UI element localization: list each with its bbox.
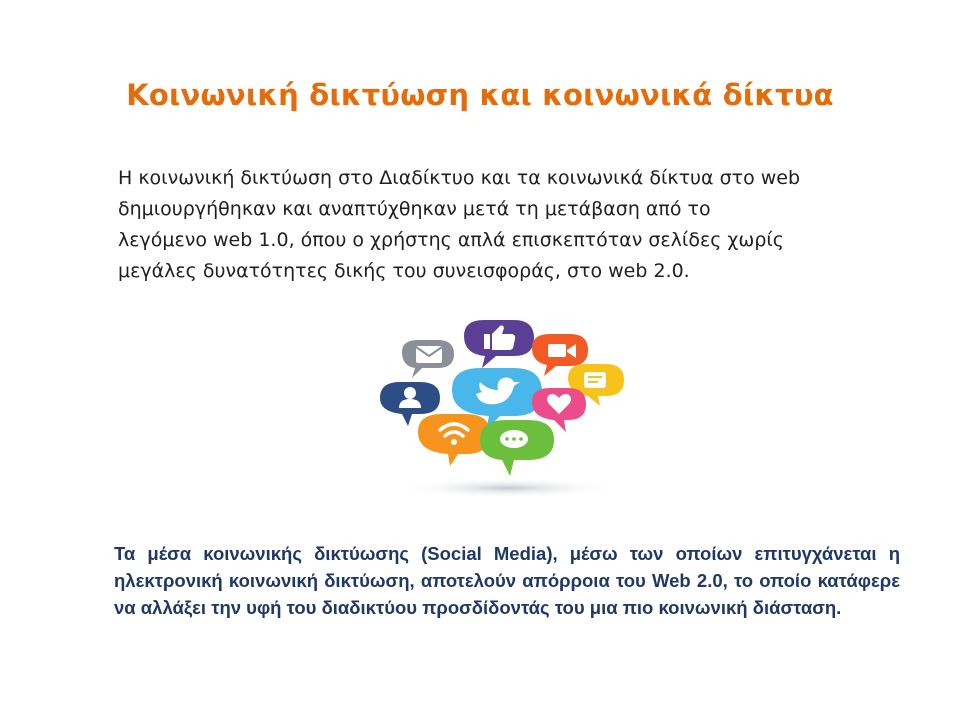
intro-line: λεγόμενο web 1.0, όπου ο χρήστης απλά επισκεπτόταν σελίδες χωρίς (118, 229, 784, 251)
intro-line: μεγάλες δυνατότητες δικής του συνεισφοράς, στο web 2.0. (118, 260, 690, 282)
thumbs-up-icon (464, 320, 534, 368)
slide-title: Κοινωνική δικτύωση και κοινωνικά δίκτυα (126, 78, 834, 112)
intro-line: Η κοινωνική δικτύωση στο Διαδίκτυο και τα κοινωνικά δίκτυα στο web (118, 167, 801, 189)
social-media-cloud (368, 306, 648, 506)
body-paragraph: Τα μέσα κοινωνικής δικτύωσης (Social Media), μέσω των οποίων επιτυγχάνεται η ηλεκτρονική κοινωνική δικτύωση, αποτελούν απόρροια του Web 2.0, το οποίο κατάφερε να αλλάξει την υφή του διαδικτύου προσδίδοντάς του μια πιο κοινωνική διάσταση. (114, 543, 900, 618)
intro-line: δημιουργήθηκαν και αναπτύχθηκαν μετά τη μετάβαση από το (118, 198, 711, 220)
intro-paragraph (118, 163, 858, 287)
social-media-icons-illustration (368, 306, 648, 506)
wifi-icon (418, 414, 490, 466)
shadow (398, 478, 618, 498)
speech-bubble-icon (480, 420, 554, 476)
mail-icon (402, 340, 454, 378)
